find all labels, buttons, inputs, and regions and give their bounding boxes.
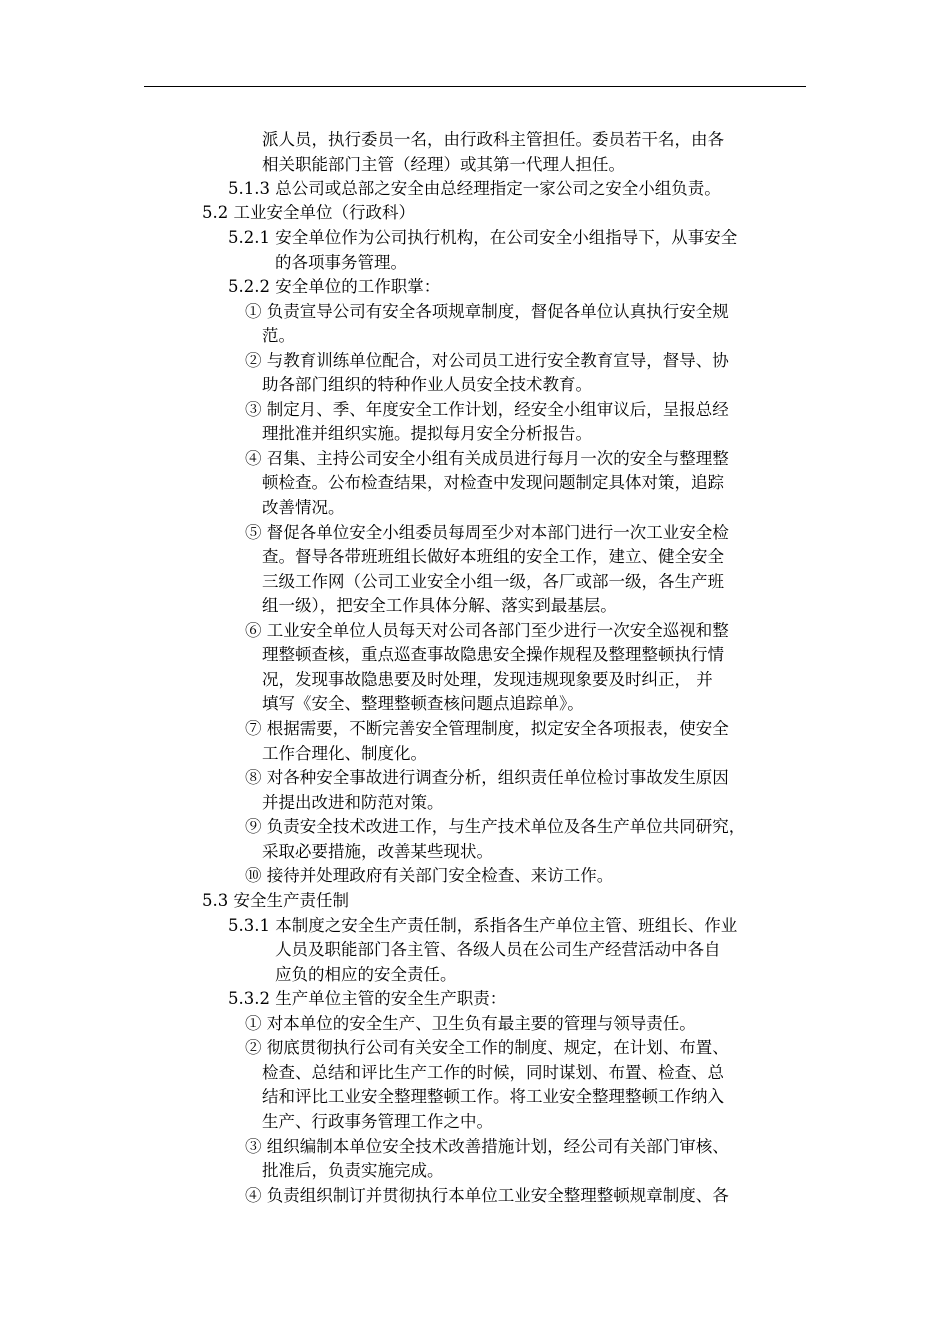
text-line: 助各部门组织的特种作业人员安全技术教育。 [262, 375, 592, 394]
section-5-2-1: 5.2.1 安全单位作为公司执行机构，在公司安全小组指导下，从事安全 [228, 228, 738, 247]
text-line: 并提出改进和防范对策。 [262, 793, 444, 812]
list-item-3: ③ 组织编制本单位安全技术改善措施计划，经公司有关部门审核、 [245, 1137, 729, 1156]
text-line: 批准后，负责实施完成。 [262, 1161, 444, 1180]
list-item-5: ⑤ 督促各单位安全小组委员每周至少对本部门进行一次工业安全检 [245, 523, 729, 542]
text-line: 结和评比工业安全整理整顿工作。将工业安全整理整顿工作纳入 [262, 1087, 724, 1106]
list-item-9: ⑨ 负责安全技术改进工作，与生产技术单位及各生产单位共同研究， [245, 817, 746, 836]
text-line: 况，发现事故隐患要及时处理，发现违规现象要及时纠正， 并 [262, 670, 713, 689]
text-line: 改善情况。 [262, 498, 345, 517]
list-item-4: ④ 召集、主持公司安全小组有关成员进行每月一次的安全与整理整 [245, 449, 729, 468]
text-line: 相关职能部门主管（经理）或其第一代理人担任。 [262, 155, 625, 174]
text-line: 理批准并组织实施。提拟每月安全分析报告。 [262, 424, 592, 443]
text-line: 采取必要措施，改善某些现状。 [262, 842, 493, 861]
text-line: 填写《安全、整理整顿查核问题点追踪单》。 [262, 694, 584, 713]
text-line: 顿检查。公布检查结果，对检查中发现问题制定具体对策，追踪 [262, 473, 724, 492]
section-5-1-3: 5.1.3 总公司或总部之安全由总经理指定一家公司之安全小组负责。 [228, 179, 721, 198]
list-item-4: ④ 负责组织制订并贯彻执行本单位工业安全整理整顿规章制度、各 [245, 1186, 729, 1205]
text-line: 组一级），把安全工作具体分解、落实到最基层。 [262, 596, 617, 615]
text-line: 派人员，执行委员一名，由行政科主管担任。委员若干名，由各 [262, 130, 724, 149]
text-line: 范。 [262, 326, 295, 345]
text-line: 工作合理化、制度化。 [262, 744, 427, 763]
text-line: 生产、行政事务管理工作之中。 [262, 1112, 493, 1131]
list-item-2: ② 与教育训练单位配合，对公司员工进行安全教育宣导，督导、协 [245, 351, 729, 370]
list-item-3: ③ 制定月、季、年度安全工作计划，经安全小组审议后，呈报总经 [245, 400, 729, 419]
list-item-8: ⑧ 对各种安全事故进行调查分析，组织责任单位检讨事故发生原因 [245, 768, 729, 787]
header-rule [144, 86, 806, 87]
list-item-7: ⑦ 根据需要，不断完善安全管理制度，拟定安全各项报表，使安全 [245, 719, 729, 738]
text-line: 的各项事务管理。 [275, 253, 407, 272]
section-5-3-1: 5.3.1 本制度之安全生产责任制，系指各生产单位主管、班组长、作业 [228, 916, 738, 935]
section-5-3-2: 5.3.2 生产单位主管的安全生产职责： [228, 989, 507, 1008]
section-heading-5-2: 5.2 工业安全单位（行政科） [202, 203, 415, 222]
text-line: 检查、总结和评比生产工作的时候，同时谋划、布置、检查、总 [262, 1063, 724, 1082]
list-item-1: ① 负责宣导公司有安全各项规章制度，督促各单位认真执行安全规 [245, 302, 729, 321]
list-item-1: ① 对本单位的安全生产、卫生负有最主要的管理与领导责任。 [245, 1014, 696, 1033]
list-item-6: ⑥ 工业安全单位人员每天对公司各部门至少进行一次安全巡视和整 [245, 621, 729, 640]
section-heading-5-3: 5.3 安全生产责任制 [202, 891, 349, 910]
list-item-2: ② 彻底贯彻执行公司有关安全工作的制度、规定，在计划、布置、 [245, 1038, 729, 1057]
text-line: 三级工作网（公司工业安全小组一级，各厂或部一级，各生产班 [262, 572, 724, 591]
list-item-10: ⑩ 接待并处理政府有关部门安全检查、来访工作。 [245, 866, 614, 885]
text-line: 人员及职能部门各主管、各级人员在公司生产经营活动中各自 [275, 940, 721, 959]
text-line: 应负的相应的安全责任。 [275, 965, 457, 984]
section-5-2-2: 5.2.2 安全单位的工作职掌： [228, 277, 441, 296]
text-line: 查。督导各带班班组长做好本班组的安全工作，建立、健全安全 [262, 547, 724, 566]
text-line: 理整顿查核，重点巡查事故隐患安全操作规程及整理整顿执行情 [262, 645, 724, 664]
